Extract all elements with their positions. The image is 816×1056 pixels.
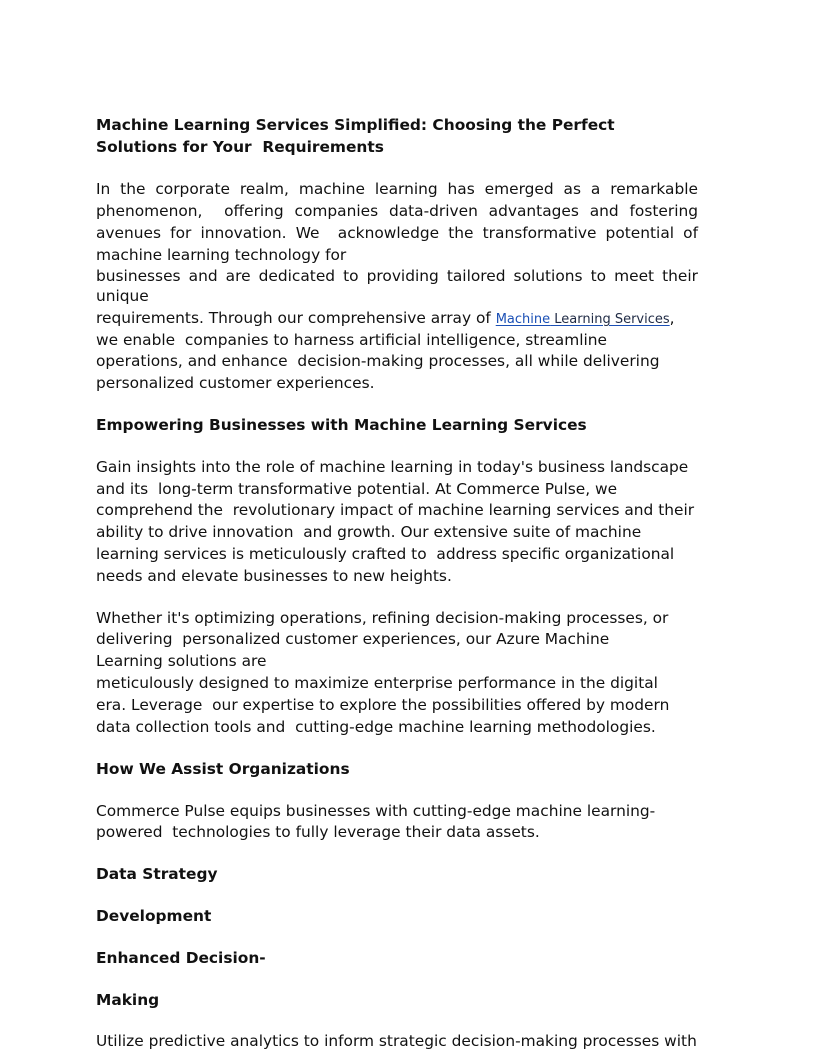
- paragraph-line: needs and elevate businesses to new heights.: [96, 567, 452, 585]
- subheading-data-strategy: Data Strategy: [96, 865, 218, 883]
- intro-line: businesses and are dedicated to providing tailored solutions to meet their: [96, 267, 698, 285]
- intro-line: unique: [96, 287, 149, 305]
- paragraph-line: data collection tools and cutting-edge machine learning methodologies.: [96, 718, 656, 736]
- paragraph-line: meticulously designed to maximize enterprise performance in the digital: [96, 674, 658, 692]
- paragraph-line: comprehend the revolutionary impact of machine learning services and their: [96, 501, 695, 519]
- machine-learning-services-link[interactable]: [496, 312, 670, 327]
- paragraph-line: Commerce Pulse equips businesses with cutting-edge machine learning-: [96, 802, 656, 820]
- page-title-line-2: Solutions for Your Requirements: [96, 138, 384, 156]
- intro-line-with-link: [96, 307, 675, 331]
- intro-line: avenues for innovation. We acknowledge the transformative potential of: [96, 224, 698, 242]
- intro-line: we enable companies to harness artificial intelligence, streamline: [96, 331, 608, 349]
- subheading-development: Development: [96, 907, 212, 925]
- subheading-making: Making: [96, 991, 160, 1009]
- page-title-line-1: Machine Learning Services Simplified: Choosing the Perfect: [96, 116, 615, 134]
- paragraph-line: and its long-term transformative potential. At Commerce Pulse, we: [96, 480, 618, 498]
- intro-text: ,: [669, 309, 675, 327]
- intro-text: requirements. Through our comprehensive array of: [96, 309, 496, 327]
- paragraph-line: Utilize predictive analytics to inform strategic decision-making processes with: [96, 1032, 697, 1050]
- intro-line: machine learning technology for: [96, 246, 347, 264]
- paragraph-line: Whether it's optimizing operations, refining decision-making processes, or: [96, 609, 669, 627]
- paragraph-line: powered technologies to fully leverage their data assets.: [96, 823, 540, 841]
- paragraph-line: Learning solutions are: [96, 652, 267, 670]
- paragraph-line: ability to drive innovation and growth. Our extensive suite of machine: [96, 523, 642, 541]
- paragraph-line: delivering personalized customer experiences, our Azure Machine: [96, 630, 610, 648]
- paragraph-line: Gain insights into the role of machine learning in today's business landscape: [96, 458, 689, 476]
- section-heading: Empowering Businesses with Machine Learning Services: [96, 416, 587, 434]
- subheading-enhanced-decision: Enhanced Decision-: [96, 949, 266, 967]
- paragraph-line: learning services is meticulously crafted to address specific organizational: [96, 545, 675, 563]
- intro-line: phenomenon, offering companies data-driven advantages and fostering: [96, 202, 698, 220]
- intro-line: In the corporate realm, machine learning has emerged as a remarkable: [96, 180, 698, 198]
- intro-line: personalized customer experiences.: [96, 374, 375, 392]
- intro-line: operations, and enhance decision-making processes, all while delivering: [96, 352, 660, 370]
- link-text-part-2: Learning Services: [550, 312, 670, 327]
- paragraph-line: era. Leverage our expertise to explore the possibilities offered by modern: [96, 696, 670, 714]
- link-text-part-1: Machine: [495, 312, 551, 327]
- section-heading: How We Assist Organizations: [96, 760, 350, 778]
